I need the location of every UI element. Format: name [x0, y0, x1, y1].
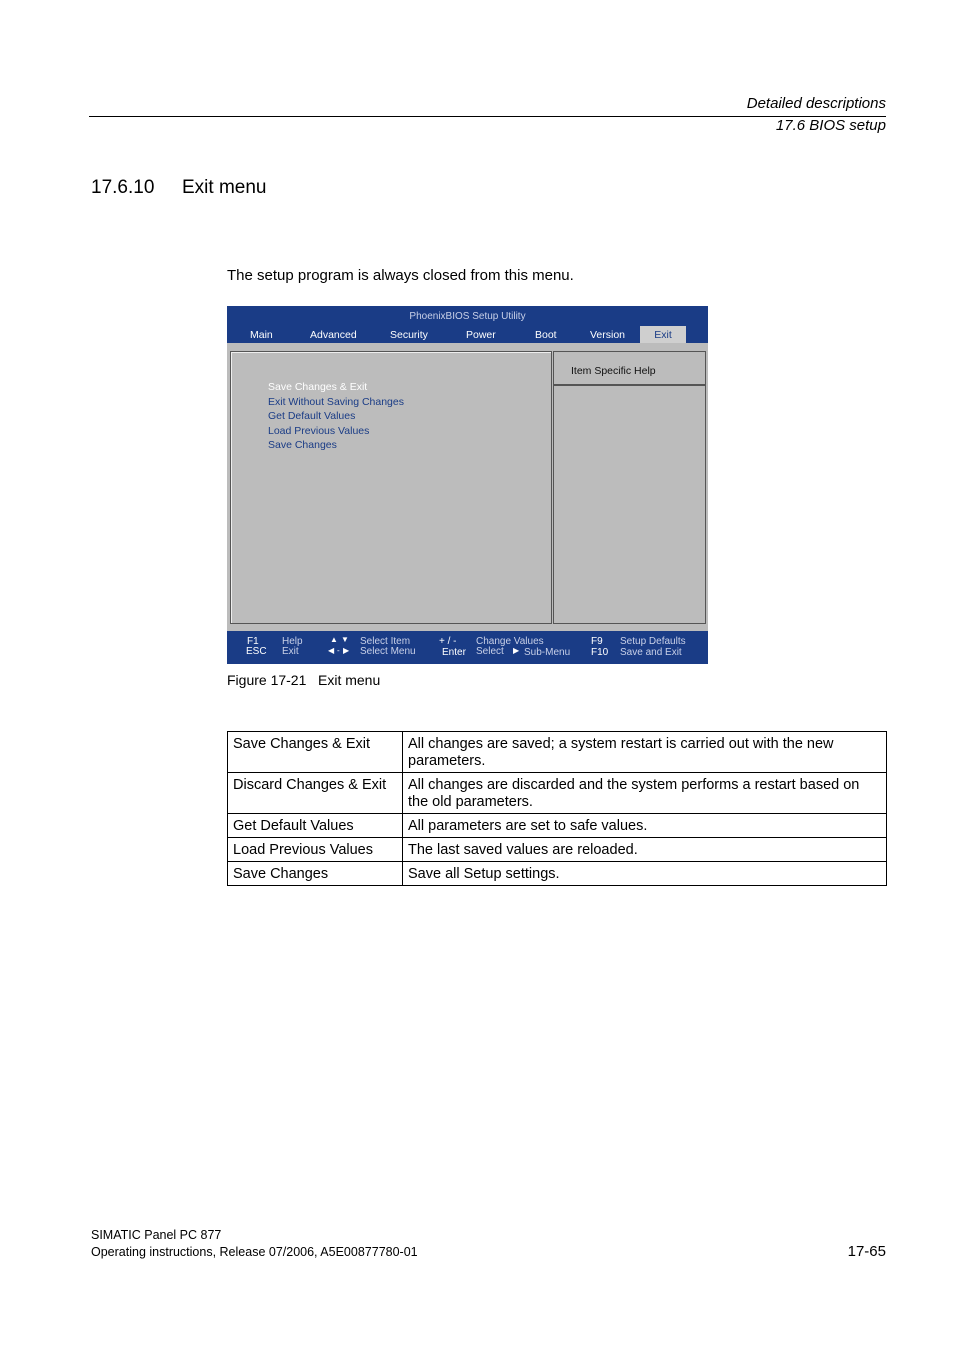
table-cell-option: Discard Changes & Exit	[228, 773, 403, 814]
bios-item-save-changes-exit[interactable]: Save Changes & Exit	[268, 381, 368, 393]
figure-label: Figure 17-21	[227, 672, 307, 688]
key-f10: F10	[591, 647, 609, 658]
table-cell-option: Get Default Values	[228, 814, 403, 838]
bios-menubar	[227, 326, 708, 343]
key-esc: ESC	[246, 646, 267, 657]
bios-item-load-previous-values[interactable]: Load Previous Values	[268, 425, 370, 437]
bios-item-get-default-values[interactable]: Get Default Values	[268, 410, 356, 422]
table-cell-option: Save Changes	[228, 862, 403, 886]
table-cell-description: The last saved values are reloaded.	[403, 838, 887, 862]
footer-product: SIMATIC Panel PC 877	[91, 1228, 222, 1242]
key-f1: F1	[247, 636, 259, 647]
footer-sub-menu: Sub-Menu	[524, 647, 571, 658]
table-cell-description: All parameters are set to safe values.	[403, 814, 887, 838]
footer-change-values: Change Values	[476, 636, 544, 647]
header-section: 17.6 BIOS setup	[775, 117, 886, 134]
bios-help-panel	[553, 351, 706, 624]
footer-select-menu: Select Menu	[360, 646, 416, 657]
footer-exit: Exit	[282, 646, 299, 657]
footer-select: Select	[476, 646, 504, 657]
bios-tab-main[interactable]: Main	[250, 329, 273, 341]
key-enter: Enter	[442, 647, 466, 658]
section-title: Exit menu	[182, 177, 267, 198]
bios-tab-power[interactable]: Power	[466, 329, 496, 341]
section-number: 17.6.10	[91, 177, 155, 198]
footer-release: Operating instructions, Release 07/2006, A5E00877780-01	[91, 1245, 418, 1259]
header-chapter: Detailed descriptions	[746, 95, 886, 112]
bios-tab-security[interactable]: Security	[390, 329, 428, 341]
bios-screenshot	[227, 306, 708, 664]
bios-tab-boot[interactable]: Boot	[535, 329, 557, 341]
table-cell-description: All changes are discarded and the system performs a restart based on the old parameters.	[403, 773, 887, 814]
exit-options-table	[227, 731, 887, 886]
figure-caption: Exit menu	[318, 672, 381, 688]
intro-text: The setup program is always closed from this menu.	[227, 267, 574, 284]
bios-footer	[227, 631, 708, 664]
bios-help-title: Item Specific Help	[571, 365, 656, 377]
page-number: 17-65	[847, 1243, 886, 1260]
arrow-right-icon: ▶	[343, 646, 350, 655]
footer-setup-defaults: Setup Defaults	[620, 636, 686, 647]
bios-item-save-changes[interactable]: Save Changes	[268, 439, 337, 451]
arrow-down-icon: ▼	[341, 635, 349, 644]
table-cell-option: Load Previous Values	[228, 838, 403, 862]
table-row	[228, 838, 887, 862]
bios-item-exit-without-saving[interactable]: Exit Without Saving Changes	[268, 396, 404, 408]
footer-help: Help	[282, 636, 303, 647]
dash-icon: -	[337, 646, 340, 655]
bios-help-header	[554, 352, 705, 386]
header-rule	[89, 116, 886, 117]
table-row	[228, 773, 887, 814]
submenu-arrow-icon: ▶	[513, 646, 520, 655]
table-row	[228, 814, 887, 838]
arrow-up-icon: ▲	[330, 635, 338, 644]
footer-select-item: Select Item	[360, 636, 411, 647]
bios-title: PhoenixBIOS Setup Utility	[227, 306, 708, 326]
footer-save-and-exit: Save and Exit	[620, 647, 682, 658]
arrow-left-icon: ◀	[328, 646, 335, 655]
table-row	[228, 732, 887, 773]
bios-main-panel	[230, 351, 552, 624]
table-row	[228, 862, 887, 886]
table-cell-description: Save all Setup settings.	[403, 862, 887, 886]
table-cell-option: Save Changes & Exit	[228, 732, 403, 773]
key-f9: F9	[591, 636, 603, 647]
bios-tab-advanced[interactable]: Advanced	[310, 329, 357, 341]
key-plus-minus: + / -	[439, 636, 457, 647]
bios-tab-exit[interactable]: Exit	[640, 326, 686, 343]
table-cell-description: All changes are saved; a system restart is carried out with the new parameters.	[403, 732, 887, 773]
bios-tab-version[interactable]: Version	[590, 329, 626, 341]
